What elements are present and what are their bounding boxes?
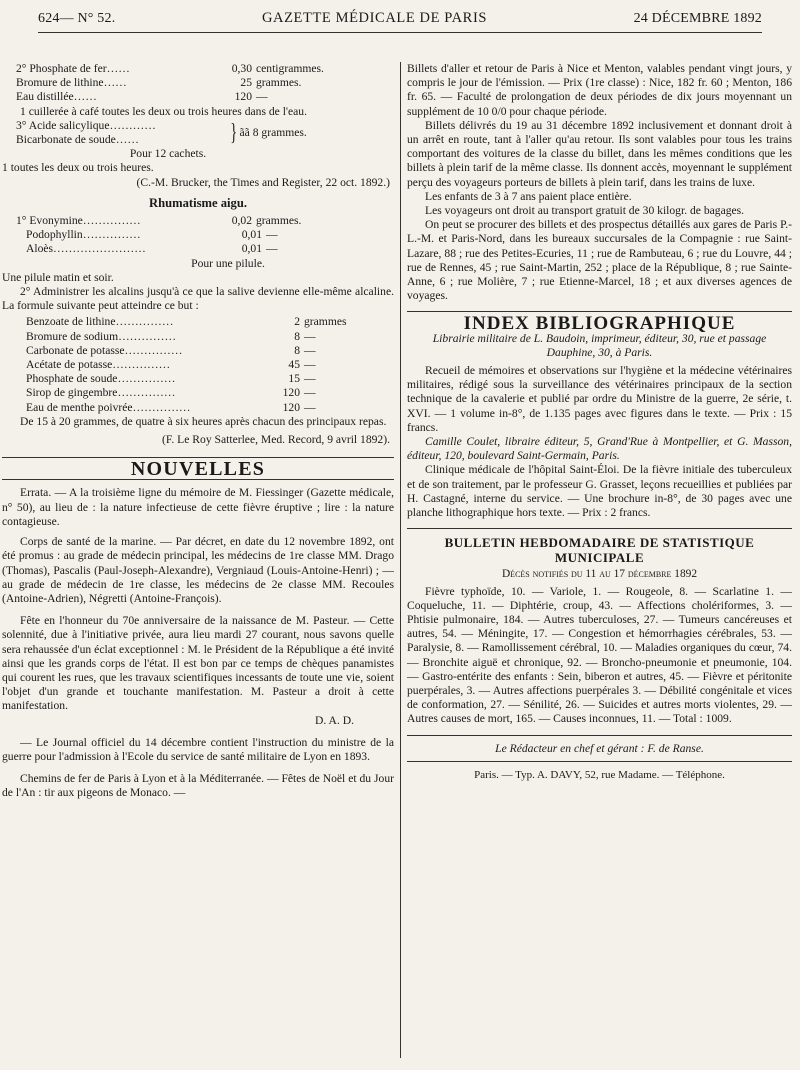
- news-chemins-de-fer: Chemins de fer de Paris à Lyon et à la Méditerranée. — Fêtes de Noël et du Jour de l'An : tir aux pigeons de Monaco. —: [2, 772, 394, 800]
- paragraph-enfants: Les enfants de 3 à 7 ans paient place entière.: [425, 189, 632, 203]
- prescription-form: Pour une pilule.: [191, 256, 265, 270]
- bibliography-entry: Clinique médicale de l'hôpital Saint-Éloi. De la fièvre initiale des tuberculeux et de son traitement, par le professeur G. Grasset, leçons recueillies et publiées par H. Castagné, interne du service. — Une brochure in-8°, de 30 pages avec une planche lithographique hors texte. — Prix : 2 francs.: [407, 463, 792, 520]
- publisher-line: Librairie militaire de L. Baudoin, imprimeur, éditeur, 30, rue et passage Dauphine, 30, à Paris.: [432, 331, 767, 359]
- prescription-line: Eau distillée…… 120 —: [16, 90, 268, 104]
- prescription-form: Pour 12 cachets.: [129, 147, 207, 161]
- section-title-bulletin: BULLETIN HEBDOMADAIRE DE STATISTIQUE MUNICIPALE: [407, 528, 792, 565]
- issue-date: 24 DÉCEMBRE 1892: [633, 11, 762, 26]
- prescription-line: Carbonate de potasse…………… 8 —: [26, 343, 316, 357]
- bibliography-entry: Recueil de mémoires et observations sur l'hygiène et la médecine vétérinaires militaires, rédigé sous la surveillance des vétérinaires principaux de la section technique de la cavalerie et publié par ordre du Ministre de la guerre, 2e série, t. XVI. — 1 volume in-8°, de 1.135 pages avec figures dans le texte. — Prix : 15 francs.: [407, 364, 792, 434]
- dosage-instruction: De 15 à 20 grammes, de quatre à six heures après chacun des principaux repas.: [20, 414, 387, 428]
- paragraph-billets-decembre: Billets délivrés du 19 au 31 décembre 1892 inclusivement et donnant droit à un arrêt en route, tant à l'aller qu'au retour. Ils sont valables pour tous les trains comportant des voitures de la classe du billet, dans les mêmes conditions que les billets à plein tarif de la même classe. Ils donnent accès, moyennant le supplément perçu des voyageurs porteurs de billets à plein tarif, dans les trains de luxe.: [407, 118, 792, 189]
- paragraph-bagages: Les voyageurs ont droit au transport gratuit de 30 kilogr. de bagages.: [425, 204, 745, 218]
- prescription-line: 1° Evonymine…………… 0,02 grammes.: [16, 214, 302, 228]
- prescription-line: Aloès…………………… 0,01 —: [26, 242, 278, 256]
- dosage-instruction: Une pilule matin et soir.: [2, 270, 114, 284]
- bulletin-subtitle: Décès notifiés du 11 au 17 décembre 1892: [501, 568, 698, 581]
- news-errata: Errata. — A la troisième ligne du mémoire de M. Fiessinger (Gazette médicale, n° 50), au lieu de : la nature infectieuse de cette fièvre éruptive ; lire : la nature contagieuse.: [2, 486, 394, 528]
- prescription-line: Benzoate de lithine…………… 2 grammes: [26, 315, 347, 329]
- divider: [407, 761, 792, 762]
- page-number: 624— N° 52.: [38, 11, 116, 26]
- news-fete-pasteur: Fête en l'honneur du 70e anniversaire de la naissance de M. Pasteur. — Cette solennité, due à l'initiative privée, aura lieu mardi 27 courant, nous savons quelle sera rehaussée d'un éclat exceptionnel : M. le Président de la République a été invité ainsi que les grands corps de l'état. Il est bon par ce temps de chèques panamistes qui courent les rues, que les travaux scientifiques incessants de toute une vie, soient l'objet d'un grande et touchante manifestation. M. Pasteur a droit à cette manifestation.: [2, 614, 394, 713]
- prescription-line: Phosphate de soude…………… 15 —: [26, 372, 316, 386]
- news-journal-officiel: — Le Journal officiel du 14 décembre contient l'instruction du ministre de la guerre pour l'admission à l'Ecole du service de santé militaire de Lyon en 1893.: [2, 735, 394, 763]
- prescription-line: Sirop de gingembre…………… 120 —: [26, 386, 316, 400]
- dosage-instruction: 1 toutes les deux ou trois heures.: [2, 161, 154, 175]
- journal-title: GAZETTE MÉDICALE DE PARIS: [261, 10, 488, 26]
- subsection-heading: Rhumatisme aigu.: [149, 195, 247, 210]
- prescription-line: Bromure de lithine…… 25 grammes.: [16, 76, 302, 90]
- printer-line: Paris. — Typ. A. DAVY, 52, rue Madame. — Téléphone.: [474, 768, 725, 781]
- page-header: [38, 10, 762, 33]
- paragraph-procurer: On peut se procurer des billets et des prospectus détaillés aux gares de Paris P.-L.-M. et Paris-Nord, dans les bureaux succursales de la Compagnie : rue Saint-Lazare, 88 ; rue des Petites-Ecuries, 11 ; rue de Rambuteau, 6 ; rue du Louvre, 44 ; rue de Rennes, 45 ; rue Saint-Martin, 252 ; place de la République, 8 ; rue Sainte-Anne, 6 ; rue Molière, 7 ; rue Etienne-Marcel, 18 ; et aux diverses agences de voyages.: [407, 218, 792, 303]
- publisher-line: Camille Coulet, libraire éditeur, 5, Grand'Rue à Montpellier, et G. Masson, éditeur, 120, boulevard Saint-Germain, Paris.: [407, 435, 792, 463]
- paragraph-billets-nice: Billets d'aller et retour de Paris à Nice et Menton, valables pendant vingt jours, y compris le jour de l'émission. — Prix (1re classe) : Nice, 182 fr. 60 ; Menton, 186 fr. 65. — Faculté de prolongation de deux périodes de dix jours moyennant un supplément de 10 0/0 pour chaque période.: [407, 62, 792, 118]
- prescription-quantity: ãã 8 grammes.: [239, 125, 307, 139]
- section-title-index: INDEX BIBLIOGRAPHIQUE: [407, 311, 792, 331]
- mortality-statistics: Fièvre typhoïde, 10. — Variole, 1. — Rougeole, 8. — Scarlatine 1. — Coqueluche, 11. — Diphtérie, croup, 43. — Affections cholériformes, 3. — Phtisie pulmonaire, 184. — Autres tuberculoses, 27. — Tumeurs cancéreuses et autres, 54. — Méningite, 17. — Congestion et hémorrhagies cérébrales, 53. — Paralysie, 8. — Ramollissement cérébral, 10. — Maladies organiques du cœur, 74. — Bronchite aiguë et chronique, 92. — Broncho-pneumonie et pneumonie, 104. — Gastro-entérite des enfants : Sein, biberon et autres, 45. — Fièvre et péritonite puerpérales, 3. — Autres affections puerpérales 3. — Débilité congénitale et vices de conformation, 27. — Sénilité, 26. — Suicides et autres morts violentes, 29. — Autres causes de mort, 165. — Causes inconnues, 11. — Total : 1009.: [407, 584, 792, 726]
- paragraph: 2° Administrer les alcalins jusqu'à ce que la salive devienne elle-même alcaline. La formule suivante peut atteindre ce but :: [2, 285, 394, 313]
- dosage-instruction: 1 cuillerée à café toutes les deux ou trois heures dans de l'eau.: [20, 104, 307, 118]
- signature: D. A. D.: [315, 713, 354, 727]
- prescription-line: 3° Acide salicylique…………: [16, 118, 156, 132]
- right-column: [400, 62, 792, 1058]
- editor-line: Le Rédacteur en chef et gérant : F. de Ranse.: [495, 741, 704, 755]
- left-column: [0, 62, 394, 1058]
- prescription-line: Acétate de potasse…………… 45 —: [26, 358, 316, 372]
- section-title-nouvelles: NOUVELLES: [2, 457, 394, 480]
- prescription-line: Podophyllin…………… 0,01 —: [26, 228, 278, 242]
- citation: (C.-M. Brucker, the Times and Register, 22 oct. 1892.): [136, 175, 390, 189]
- prescription-line: 2° Phosphate de fer…… 0,30 centigrammes.: [16, 62, 324, 75]
- news-corps-sante: Corps de santé de la marine. — Par décret, en date du 12 novembre 1892, ont été promus : au grade de médecin principal, les médecins de 1re classe MM. Drago (Thomas), Pascalis (Paul-Joseph-Alexandre), Vergniaud (Louis-Antoine-Henri) ; — au grade de médecin de 1re classe, les médecins de 2e classe MM. Recoules (Antoine-Adrien), Négretti (Antoine-François).: [2, 535, 394, 605]
- divider: [407, 735, 792, 736]
- prescription-line: Bicarbonate de soude……: [16, 133, 139, 147]
- prescription-block: 3° Acide salicylique………… Bicarbonate de soude…… } ãã 8 grammes.: [16, 118, 307, 147]
- prescription-line: Eau de menthe poivrée…………… 120 —: [26, 400, 316, 414]
- citation: (F. Le Roy Satterlee, Med. Record, 9 avril 1892).: [162, 433, 390, 447]
- prescription-line: Bromure de sodium…………… 8 —: [26, 329, 316, 343]
